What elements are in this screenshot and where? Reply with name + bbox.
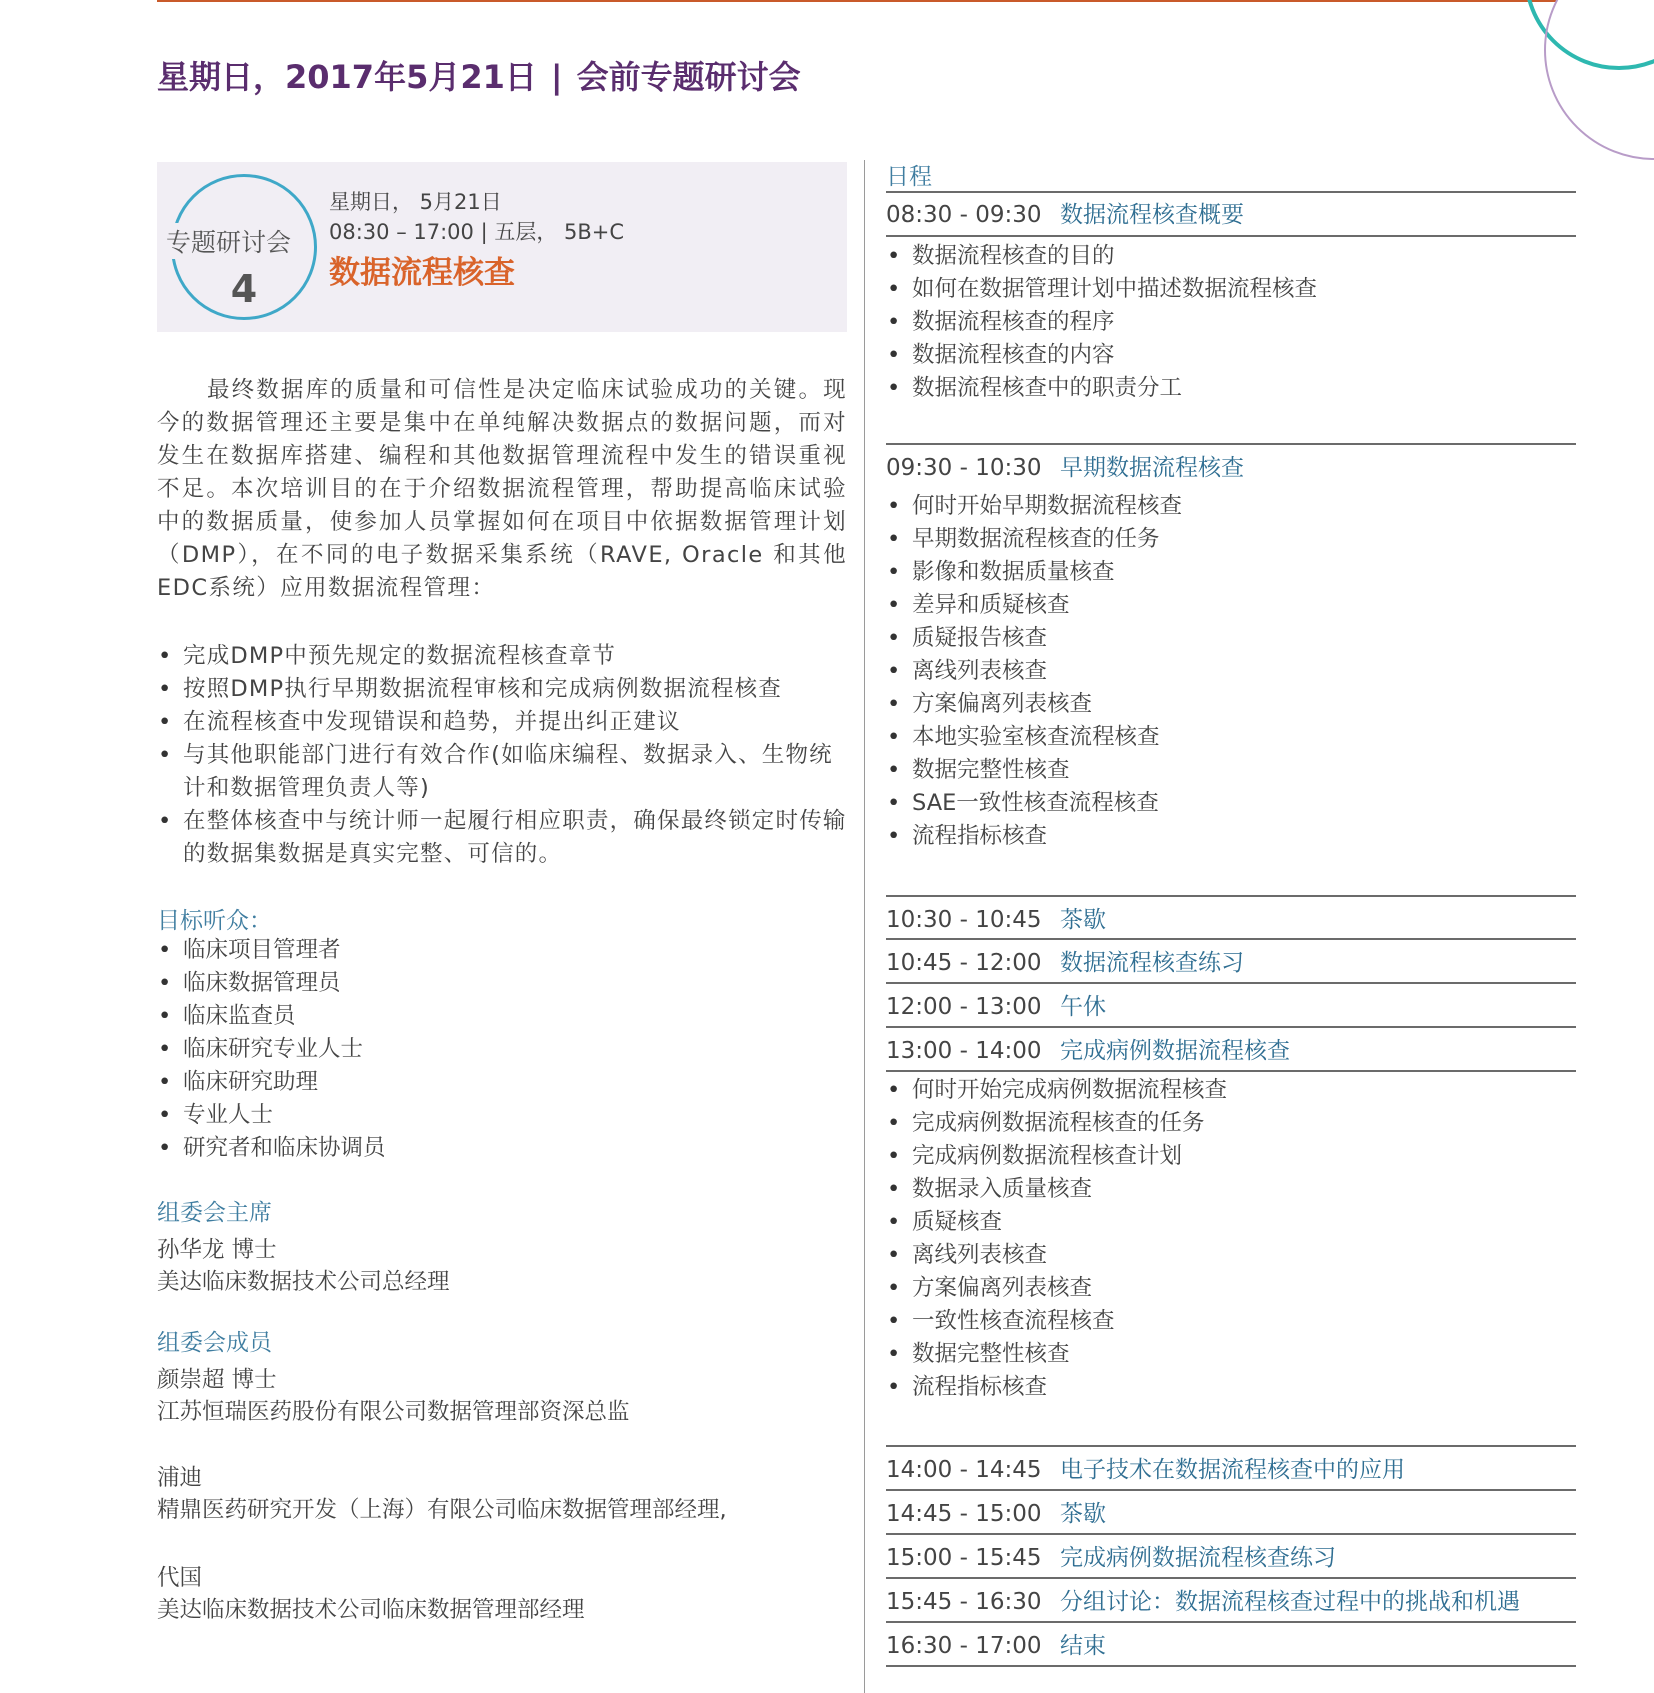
member-org: 精鼎医药研究开发（上海）有限公司临床数据管理部经理, xyxy=(157,1497,727,1523)
header-separator: | xyxy=(550,58,563,96)
list-item: • 专业人士 xyxy=(157,1099,757,1132)
badge-number: 4 xyxy=(230,267,258,311)
list-item: • 与其他职能部门进行有效合作(如临床编程、数据录入、生物统计和数据管理负责人等) xyxy=(157,739,847,805)
workshop-badge xyxy=(166,174,317,320)
agenda-rule xyxy=(886,982,1576,984)
agenda-slot xyxy=(886,944,1244,977)
slot-title: 数据流程核查练习 xyxy=(1060,950,1244,976)
list-item: • SAE一致性核查流程核查 xyxy=(886,787,1576,820)
list-item: • 临床研究助理 xyxy=(157,1066,757,1099)
slot-title: 分组讨论：数据流程核查过程中的挑战和机遇 xyxy=(1060,1589,1520,1615)
member-name: 代国 xyxy=(157,1565,203,1591)
slot-time: 15:45 - 16:30 xyxy=(886,1589,1042,1615)
list-item: • 在流程核查中发现错误和趋势，并提出纠正建议 xyxy=(157,706,847,739)
members-heading: 组委会成员 xyxy=(157,1330,272,1356)
list-item: • 研究者和临床协调员 xyxy=(157,1132,757,1165)
agenda-slot xyxy=(886,1627,1106,1660)
list-item: • 数据流程核查的内容 xyxy=(886,339,1576,372)
decorative-circle-outer xyxy=(1544,0,1654,160)
agenda-slot xyxy=(886,901,1106,934)
agenda-rule xyxy=(886,1533,1576,1535)
goals-list xyxy=(157,640,847,871)
slot-title: 茶歇 xyxy=(1060,907,1106,933)
slot-time: 13:00 - 14:00 xyxy=(886,1038,1042,1064)
session-box xyxy=(157,162,847,332)
slot-time: 10:45 - 12:00 xyxy=(886,950,1042,976)
slot-title: 午休 xyxy=(1060,994,1106,1020)
slot-time: 14:45 - 15:00 xyxy=(886,1501,1042,1527)
agenda-slot xyxy=(886,449,1244,482)
list-item: • 数据流程核查的程序 xyxy=(886,306,1576,339)
slot-title: 数据流程核查概要 xyxy=(1060,202,1244,228)
agenda-rule xyxy=(886,1070,1576,1072)
list-item: • 完成病例数据流程核查的任务 xyxy=(886,1107,1576,1140)
list-item: • 方案偏离列表核查 xyxy=(886,1272,1576,1305)
list-item: • 何时开始完成病例数据流程核查 xyxy=(886,1074,1576,1107)
member-name: 颜崇超 博士 xyxy=(157,1367,277,1393)
member-org: 美达临床数据技术公司临床数据管理部经理 xyxy=(157,1597,585,1623)
slot-title: 结束 xyxy=(1060,1633,1106,1659)
slot-time: 16:30 - 17:00 xyxy=(886,1633,1042,1659)
list-item: • 数据完整性核查 xyxy=(886,754,1576,787)
slot-title: 早期数据流程核查 xyxy=(1060,455,1244,481)
list-item: • 临床数据管理员 xyxy=(157,967,757,1000)
agenda-rule xyxy=(886,235,1576,237)
list-item: • 数据流程核查的目的 xyxy=(886,240,1576,273)
chair-heading: 组委会主席 xyxy=(157,1200,272,1226)
agenda-rule xyxy=(886,1665,1576,1667)
list-item: • 离线列表核查 xyxy=(886,655,1576,688)
slot-time: 10:30 - 10:45 xyxy=(886,907,1042,933)
list-item: • 临床研究专业人士 xyxy=(157,1033,757,1066)
page-header xyxy=(157,52,801,98)
audience-list xyxy=(157,934,757,1165)
list-item: • 流程指标核查 xyxy=(886,1371,1576,1404)
chair-name: 孙华龙 博士 xyxy=(157,1237,277,1263)
agenda-rule xyxy=(886,895,1576,897)
agenda-rule xyxy=(886,191,1576,193)
agenda-slot xyxy=(886,1451,1405,1484)
slot-time: 15:00 - 15:45 xyxy=(886,1545,1042,1571)
agenda-rule xyxy=(886,1577,1576,1579)
agenda-slot xyxy=(886,988,1106,1021)
list-item: • 数据完整性核查 xyxy=(886,1338,1576,1371)
complete-list xyxy=(886,1074,1576,1404)
list-item: • 数据流程核查中的职责分工 xyxy=(886,372,1576,405)
agenda-slot xyxy=(886,1583,1520,1616)
list-item: • 质疑核查 xyxy=(886,1206,1576,1239)
audience-heading: 目标听众： xyxy=(157,908,272,934)
column-divider xyxy=(864,160,865,1693)
slot-time: 14:00 - 14:45 xyxy=(886,1457,1042,1483)
list-item: • 影像和数据质量核查 xyxy=(886,556,1576,589)
list-item: • 质疑报告核查 xyxy=(886,622,1576,655)
slot-time: 08:30 - 09:30 xyxy=(886,202,1042,228)
agenda-heading: 日程 xyxy=(886,164,932,190)
slot-title: 完成病例数据流程核查练习 xyxy=(1060,1545,1336,1571)
list-item: • 差异和质疑核查 xyxy=(886,589,1576,622)
list-item: • 如何在数据管理计划中描述数据流程核查 xyxy=(886,273,1576,306)
session-title: 数据流程核查 xyxy=(329,255,515,291)
member-org: 江苏恒瑞医药股份有限公司数据管理部资深总监 xyxy=(157,1399,630,1425)
list-item: • 一致性核查流程核查 xyxy=(886,1305,1576,1338)
agenda-slot xyxy=(886,196,1244,229)
agenda-slot xyxy=(886,1032,1290,1065)
list-item: • 何时开始早期数据流程核查 xyxy=(886,490,1576,523)
agenda-rule xyxy=(886,443,1576,445)
chair-org: 美达临床数据技术公司总经理 xyxy=(157,1269,450,1295)
list-item: • 在整体核查中与统计师一起履行相应职责，确保最终锁定时传输的数据集数据是真实完整、可信的。 xyxy=(157,805,847,871)
agenda-rule xyxy=(886,1621,1576,1623)
member-name: 浦迪 xyxy=(157,1465,203,1491)
slot-title: 茶歇 xyxy=(1060,1501,1106,1527)
overview-list xyxy=(886,240,1576,405)
slot-time: 12:00 - 13:00 xyxy=(886,994,1042,1020)
early-list xyxy=(886,490,1576,853)
list-item: • 方案偏离列表核查 xyxy=(886,688,1576,721)
list-item: • 按照DMP执行早期数据流程审核和完成病例数据流程核查 xyxy=(157,673,847,706)
list-item: • 早期数据流程核查的任务 xyxy=(886,523,1576,556)
list-item: • 完成病例数据流程核查计划 xyxy=(886,1140,1576,1173)
slot-title: 电子技术在数据流程核查中的应用 xyxy=(1060,1457,1405,1483)
header-date: 星期日，2017年5月21日 xyxy=(157,58,537,96)
session-day: 星期日， 5月21日 xyxy=(329,190,502,214)
list-item: • 本地实验室核查流程核查 xyxy=(886,721,1576,754)
agenda-rule xyxy=(886,1489,1576,1491)
list-item: • 完成DMP中预先规定的数据流程核查章节 xyxy=(157,640,847,673)
list-item: • 临床项目管理者 xyxy=(157,934,757,967)
agenda-slot xyxy=(886,1495,1106,1528)
list-item: • 数据录入质量核查 xyxy=(886,1173,1576,1206)
agenda-rule xyxy=(886,1026,1576,1028)
list-item: • 流程指标核查 xyxy=(886,820,1576,853)
intro-paragraph: 最终数据库的质量和可信性是决定临床试验成功的关键。现今的数据管理还主要是集中在单纯解决数据点的数据问题，而对发生在数据库搭建、编程和其他数据管理流程中发生的错误重视不足。本次培训目的在于介绍数据流程管理，帮助提高临床试验中的数据质量，使参加人员掌握如何在项目中依据数据管理计划（DMP），在不同的电子数据采集系统（RAVE, Oracle 和其他EDC系统）应用数据流程管理： xyxy=(157,377,847,601)
badge-label: 专题研讨会 xyxy=(160,223,300,259)
slot-time: 09:30 - 10:30 xyxy=(886,455,1042,481)
slot-title: 完成病例数据流程核查 xyxy=(1060,1038,1290,1064)
agenda-slot xyxy=(886,1539,1336,1572)
header-title: 会前专题研讨会 xyxy=(576,58,801,96)
agenda-rule xyxy=(886,938,1576,940)
list-item: • 离线列表核查 xyxy=(886,1239,1576,1272)
session-time-location: 08:30 – 17:00 | 五层， 5B+C xyxy=(329,220,625,244)
list-item: • 临床监查员 xyxy=(157,1000,757,1033)
top-rule xyxy=(157,0,1557,2)
agenda-rule xyxy=(886,1445,1576,1447)
